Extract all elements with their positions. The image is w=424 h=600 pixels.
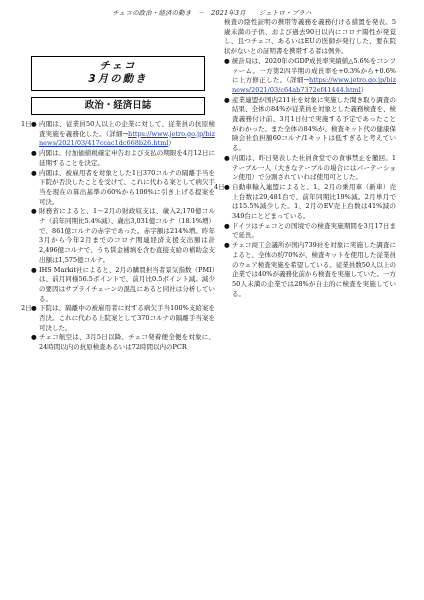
entry-text-tail: ） (168, 139, 175, 148)
diary-entry (224, 241, 396, 299)
diary-entry (224, 154, 396, 183)
entry-date: 1日 (21, 120, 32, 128)
bullet-icon: ● (224, 95, 230, 104)
entry-text: 内閣は、従業員50人以上の企業に対して、従業員の抗原検査実施を義務化した。（詳細→ (39, 120, 215, 138)
diary-entry (31, 207, 215, 265)
entry-date: 2日 (21, 304, 32, 313)
diary-entry (224, 57, 396, 96)
section-heading: 政治・経済日誌 (31, 97, 205, 115)
bullet-icon: ● (224, 221, 230, 230)
bullet-icon: ● (31, 168, 37, 177)
entry-text: 産業連盟が国内211社を対象に実施した聞き取り調査の結果、全体の84%が従業員を対象とした義務検査を、検査義務付け前、3月1日付で実施する予定であったことがわかった。また全体の84%が、検査キット代の健康保険会社負担額60コルナ/1キットは低すぎると考えている。 (232, 95, 396, 153)
left-column (21, 56, 216, 353)
entry-text: 検査の陰性証明の携帯等義務を義務付ける措置を発表。5歳未満の子供、および過去90日以内にコロナ陽性が発覚し、且つチェコ、あるいはEUの医師が発行した、要在院状がないとの証明書を携帯する者は例外。 (224, 18, 396, 56)
diary-entry (31, 333, 215, 352)
bullet-icon: ● (31, 120, 37, 128)
diary-entry (224, 96, 396, 154)
entry-text: チェコ商工会議所が国内739社を対象に実施した調査によると、全体の約70%が、検査キットを使用した従業員のウェア検査実施を希望している。従業員数50人以上の企業では40%が義務化前から検査を実施していた。一方50人未満の企業では28%が自主的に検査を実施している。 (232, 241, 397, 298)
bullet-icon: ● (31, 265, 37, 274)
title-box (31, 56, 205, 91)
entry-link[interactable]: https://www.jetro.go.jp/biznews/2021/03/c64ab7372ef41444.html (232, 76, 396, 94)
entry-text: チェコ航空は、3月5日以降、チェコ発着便全便を対象に、24時間以内の抗原検査あるいは72時間以内のPCR (39, 333, 215, 352)
bullet-icon: ● (31, 207, 37, 216)
entry-link[interactable]: https://www.jetro.go.jp/biznews/2021/03/417ccac1dc668b26.html (39, 129, 215, 148)
entry-text: ドイツはチェコとの国境での検査実施期間を3月17日まで延長。 (232, 221, 396, 240)
diary-entry (31, 149, 215, 168)
diary-entry (214, 182, 396, 222)
bullet-icon: ● (224, 56, 230, 65)
entry-text: IHS Markit社によると、2月の購買担当者景気指数（PMI）は、前月同様56.5ポイントで、前月比0.5ポイント減。減少の要因はサプライチェーンの混乱にあると同社は分析している。 (39, 265, 215, 303)
entry-text: 内閣は、付加価値税確定申告および支払の期限を4月12日に延期することを決定。 (39, 149, 215, 167)
diary-entry (21, 304, 215, 333)
entry-text: 自動車輸入連盟によると、1、2月の乗用車（新車）売上台数は29,481台で、前年同期比19%減。2月単月では15.5%減少した。1、2月のEV売上台数は41%減の349台にとどまっている。 (232, 182, 396, 221)
entry-text: 内閣は、被雇用者を対象とした1日370コルナの隔離手当を下院が否決したことを受けて、これに代わる案として病欠手当を現在の算出基準の60%から100%に引き上げる提案を可決。 (39, 168, 215, 206)
entry-date: 4日 (214, 182, 225, 191)
left-entries (21, 120, 216, 353)
right-entries (214, 18, 397, 299)
bullet-icon: ● (224, 153, 230, 162)
diary-entry (31, 266, 215, 305)
entry-text: 統計局は、2020年のGDP成長率実績値△5.6%をコンファーム。一方第2四半期の成長率を+0.3%から+0.6%に上方修正した。（詳細→ (232, 56, 396, 85)
diary-entry (21, 120, 215, 149)
entry-text: 財務省によると、1～2月の財政収支は、歳入2,170億コルナ（前年同期比5.4%減）、歳出3,031億コルナ（18.1%増）で、861億コルナの赤字であった。赤字額は214%増。昨年3月から今年2月までのコロナ関連経済支援支出額は計2,496億コルナで、うち賃金補填を含む直接支給の補助金支出額は1,575億コルナ。 (39, 207, 216, 264)
bullet-icon: ● (31, 304, 37, 313)
entry-text: 内閣は、昨日発表した社員食堂での食事禁止を撤回。1テーブル一人（大きなテーブルの場合にはパーテーション使用）で分割されていれば使用可とした。 (232, 153, 396, 182)
entry-text: 下院は、隔離中の被雇用者に対する病欠手当100%支給案を否決。これに代わる上院案として370コルナの隔離手当案を可決した。 (39, 304, 215, 332)
right-column (214, 18, 397, 299)
bullet-icon: ● (31, 149, 37, 158)
bullet-icon: ● (224, 241, 230, 250)
page-header: チェコの政治・経済の動き － 2021年3月 ジェトロ・プラハ (112, 9, 312, 17)
diary-entry (224, 222, 396, 241)
bullet-icon: ● (224, 182, 230, 191)
title-country: チェコ (99, 60, 137, 72)
diary-entry (31, 169, 215, 208)
diary-entry (224, 18, 396, 57)
bullet-icon: ● (31, 333, 37, 342)
entry-text-tail: ） (360, 85, 368, 94)
title-month: 3月の動き (88, 73, 148, 85)
